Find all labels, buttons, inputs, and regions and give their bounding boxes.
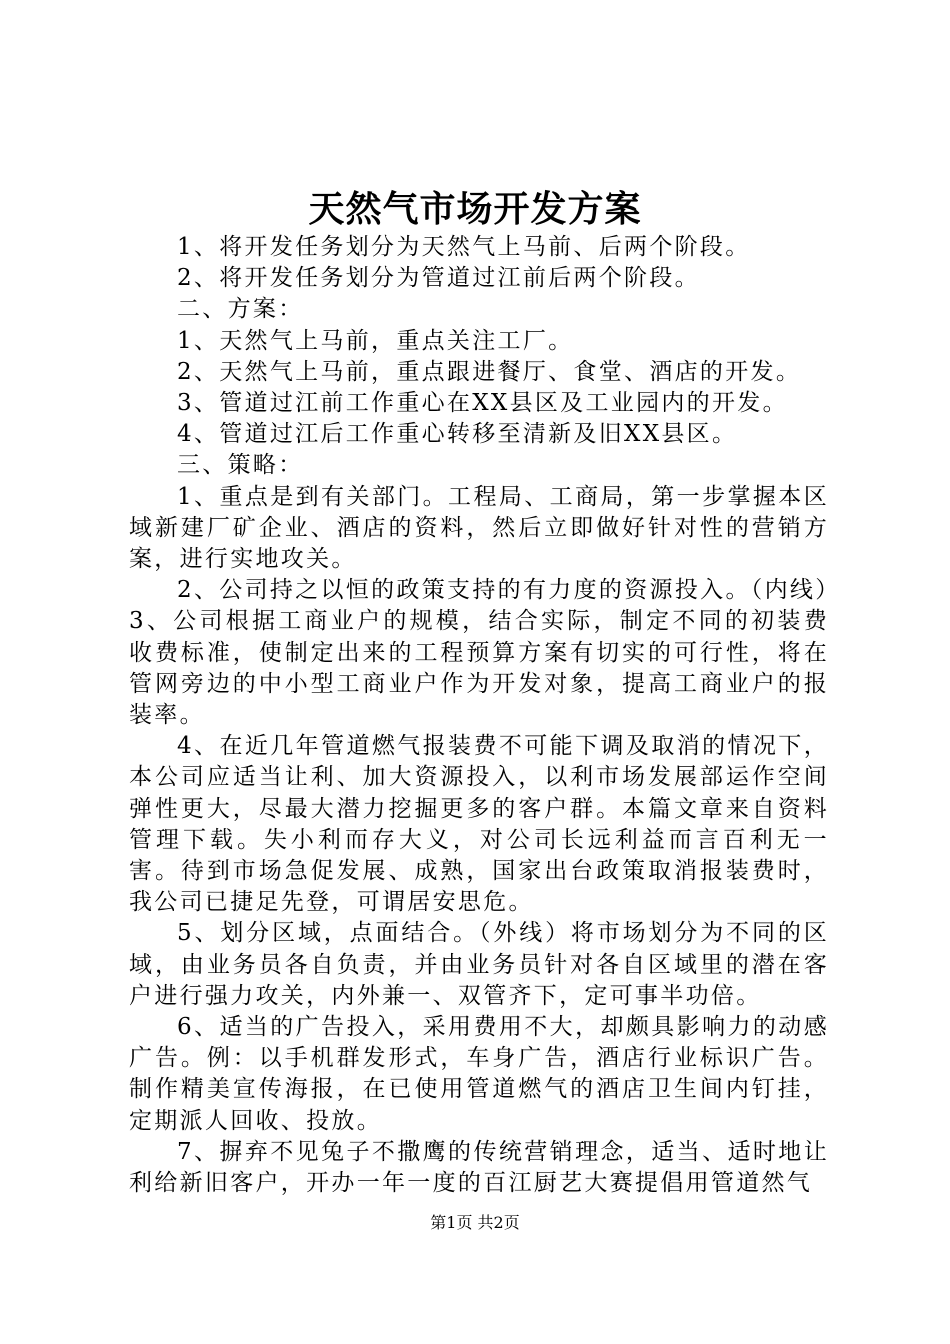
paragraph: 1、天然气上马前，重点关注工厂。: [177, 327, 574, 354]
paragraph: 2、将开发任务划分为管道过江前后两个阶段。: [177, 265, 700, 292]
section-heading: 二、方案：: [177, 296, 304, 323]
document-body: [129, 232, 829, 1199]
paragraph: 4、在近几年管道燃气报装费不可能下调及取消的情况下，本公司应适当让利、加大资源投入，以利市场发展部运作空间弹性更大，尽最大潜力挖掘更多的客户群。本篇文章来自资料管理下载。失小利而存大义，对公司长远利益而言百利无一害。待到市场急促发展、成熟，国家出台政策取消报装费时，我公司已捷足先登，可谓居安思危。: [129, 733, 829, 916]
paragraph: 2、天然气上马前，重点跟进餐厅、食堂、酒店的开发。: [177, 358, 802, 385]
paragraph: 7、摒弃不见兔子不撒鹰的传统营销理念，适当、适时地让利给新旧客户，开办一年一度的百江厨艺大赛提倡用管道然气: [129, 1138, 829, 1197]
section-heading: 三、策略：: [177, 452, 304, 479]
paragraph: 6、适当的广告投入，采用费用不大，却颇具影响力的动感广告。例：以手机群发形式，车身广告，酒店行业标识广告。制作精美宣传海报，在已使用管道燃气的酒店卫生间内钉挂，定期派人回收、投放。: [129, 1014, 829, 1134]
paragraph: 1、将开发任务划分为天然气上马前、后两个阶段。: [177, 234, 751, 260]
paragraph: 2、公司持之以恒的政策支持的有力度的资源投入。（内线）3、公司根据工商业户的规模，结合实际，制定不同的初装费收费标准，使制定出来的工程预算方案有切实的可行性，将在管网旁边的中小型工商业户作为开发对象，提高工商业户的报装率。: [129, 577, 829, 729]
page-footer: 第1页 共2页: [430, 1213, 520, 1232]
paragraph: 5、划分区域，点面结合。（外线）将市场划分为不同的区域，由业务员各自负责，并由业务员针对各自区域里的潜在客户进行强力攻关，内外兼一、双管齐下，定可事半功倍。: [129, 920, 829, 1009]
paragraph: 3、管道过江前工作重心在XX县区及工业园内的开发。: [177, 390, 788, 417]
paragraph: 4、管道过江后工作重心转移至清新及旧XX县区。: [177, 421, 738, 448]
paragraph: 1、重点是到有关部门。工程局、工商局，第一步掌握本区域新建厂矿企业、酒店的资料，然后立即做好针对性的营销方案，进行实地攻关。: [129, 483, 829, 573]
document-title: 天然气市场开发方案: [308, 189, 642, 230]
